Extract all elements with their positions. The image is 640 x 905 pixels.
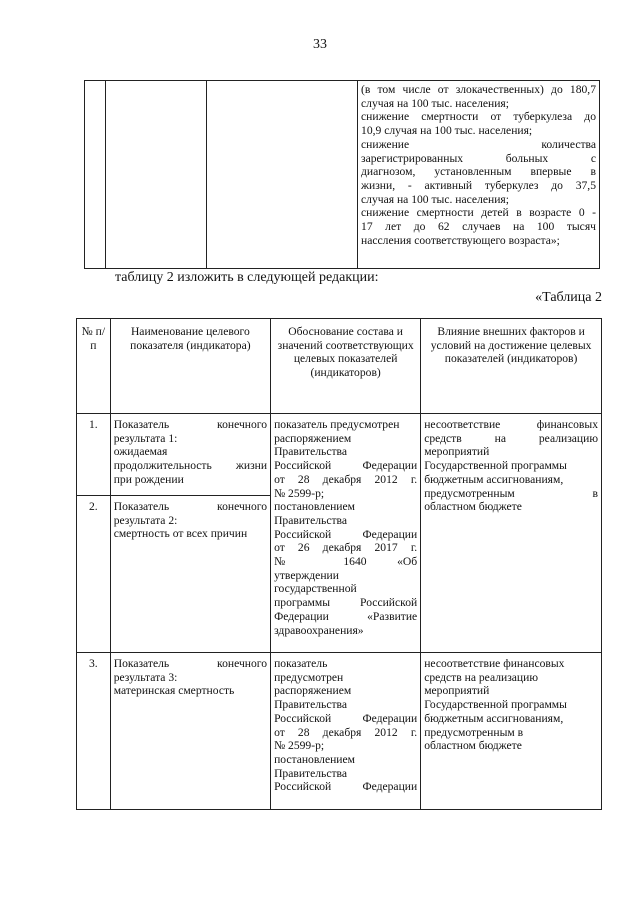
text-line: Правительства: [274, 513, 348, 527]
table-row: [77, 653, 602, 810]
influence-cell: [421, 414, 602, 653]
empty-cell: [105, 81, 206, 269]
text-line: Российской Федерации: [274, 780, 418, 794]
justification-cell: [271, 414, 421, 653]
row-num: 2.: [77, 496, 111, 653]
text-line: Российской Федерации: [274, 527, 418, 541]
text-line: продолжительность жизни: [113, 459, 268, 473]
text-line: случая на 100 тыс. населения;: [361, 192, 509, 206]
text-line: от 28 декабря 2012 г.: [274, 472, 418, 486]
text-line: Государственной программы: [424, 698, 567, 712]
text-line: программы Российской: [274, 596, 418, 610]
influence-cell: [421, 653, 602, 810]
text-line: 17 лет до 62 случаев на 100 тысяч: [361, 220, 596, 234]
text-line: распоряжением: [274, 431, 352, 445]
continuation-table: [84, 80, 600, 269]
indicator-name-cell: [110, 653, 270, 810]
text-line: Правительства: [274, 445, 348, 459]
text-line: Федерации «Развитие: [274, 609, 418, 623]
text-line: ожидаемая: [113, 445, 168, 459]
header-influence: Влияние внешних факторов и условий на достижение целевых показателей (индикаторов): [421, 319, 602, 414]
header-justification: Обоснование состава и значений соответствующих целевых показателей (индикаторов): [271, 319, 421, 414]
text-line: снижение смертности от туберкулеза до: [361, 110, 596, 124]
text-line: мероприятий: [424, 684, 490, 698]
text-line: несоответствие финансовых: [424, 657, 565, 670]
table-row: [77, 414, 602, 496]
page-number: 33: [313, 37, 327, 52]
text-line: снижение смертности детей в возрасте 0 -: [361, 206, 596, 220]
text-line: жизни, - активный туберкулез до 37,5: [361, 178, 596, 192]
text-line: результата 3:: [113, 670, 178, 684]
text-line: материнская смертность: [113, 684, 235, 698]
empty-cell: [207, 81, 358, 269]
text-line: (в том числе от злокачественных) до 180,7: [361, 83, 596, 96]
text-line: насcления соответствующего возраста»;: [361, 233, 560, 247]
text-line: случая на 100 тыс. населения;: [361, 96, 509, 110]
text-line: постановлением: [274, 500, 355, 514]
text-line: результата 2:: [113, 513, 178, 527]
text-line: от 28 декабря 2012 г.: [274, 725, 418, 739]
table-2: [76, 318, 602, 810]
text-line: предусмотренным в: [424, 486, 598, 500]
text-line: показатель предусмотрен: [274, 418, 400, 431]
row-num: 1.: [77, 414, 111, 496]
text-line: диагнозом, установленным впервые в: [361, 165, 596, 179]
text-line: результата 1:: [113, 431, 178, 445]
instruction-text: таблицу 2 изложить в следующей редакции:: [115, 270, 379, 285]
text-line: Правительства: [274, 698, 348, 712]
text-line: бюджетным ассигнованиям,: [424, 711, 564, 725]
text-line: Российской Федерации: [274, 711, 418, 725]
text-line: областном бюджете: [424, 739, 522, 753]
text-line: государственной: [274, 582, 357, 596]
text-line: постановлением: [274, 752, 355, 766]
text-line: областном бюджете: [424, 500, 522, 514]
table-header-row: [77, 319, 602, 414]
header-name: Наименование целевого показателя (индикатора): [110, 319, 270, 414]
text-line: здравоохранения»: [274, 623, 364, 637]
text-line: № 2599-р;: [274, 739, 325, 753]
text-line: смертность от всех причин: [113, 527, 248, 541]
text-line: Показатель конечного: [113, 418, 268, 431]
indicator-values-cell: [358, 81, 600, 269]
indicator-name-cell: [110, 414, 270, 496]
text-line: Показатель конечного: [113, 657, 268, 670]
text-line: Показатель конечного: [113, 500, 268, 513]
text-line: несоответствие финансовых: [424, 418, 598, 431]
text-line: утверждении: [274, 568, 339, 582]
row-num: 3.: [77, 653, 111, 810]
text-line: № 1640 «Об: [274, 555, 418, 569]
text-line: при рождении: [113, 472, 184, 486]
text-line: предусмотренным в: [424, 725, 524, 739]
empty-cell: [85, 81, 106, 269]
table-label: «Таблица 2: [535, 290, 602, 305]
justification-cell: [271, 653, 421, 810]
text-line: распоряжением: [274, 684, 352, 698]
text-line: бюджетным ассигнованиям,: [424, 472, 564, 486]
text-line: Государственной программы: [424, 459, 567, 473]
text-line: мероприятий: [424, 445, 490, 459]
text-line: показатель: [274, 657, 328, 670]
text-line: предусмотрен: [274, 670, 344, 684]
indicator-name-cell: [110, 496, 270, 653]
text-line: Российской Федерации: [274, 459, 418, 473]
text-line: средств на реализацию: [424, 670, 538, 684]
text-line: от 26 декабря 2017 г.: [274, 541, 418, 555]
text-line: зарегистрированных больных с: [361, 151, 596, 165]
text-line: Правительства: [274, 766, 348, 780]
text-line: № 2599-р;: [274, 486, 325, 500]
text-line: средств на реализацию: [424, 431, 598, 445]
text-line: снижение количества: [361, 137, 596, 151]
header-num: № п/п: [77, 319, 111, 414]
text-line: 10,9 случая на 100 тыс. населения;: [361, 124, 533, 138]
table-row: [85, 81, 600, 269]
